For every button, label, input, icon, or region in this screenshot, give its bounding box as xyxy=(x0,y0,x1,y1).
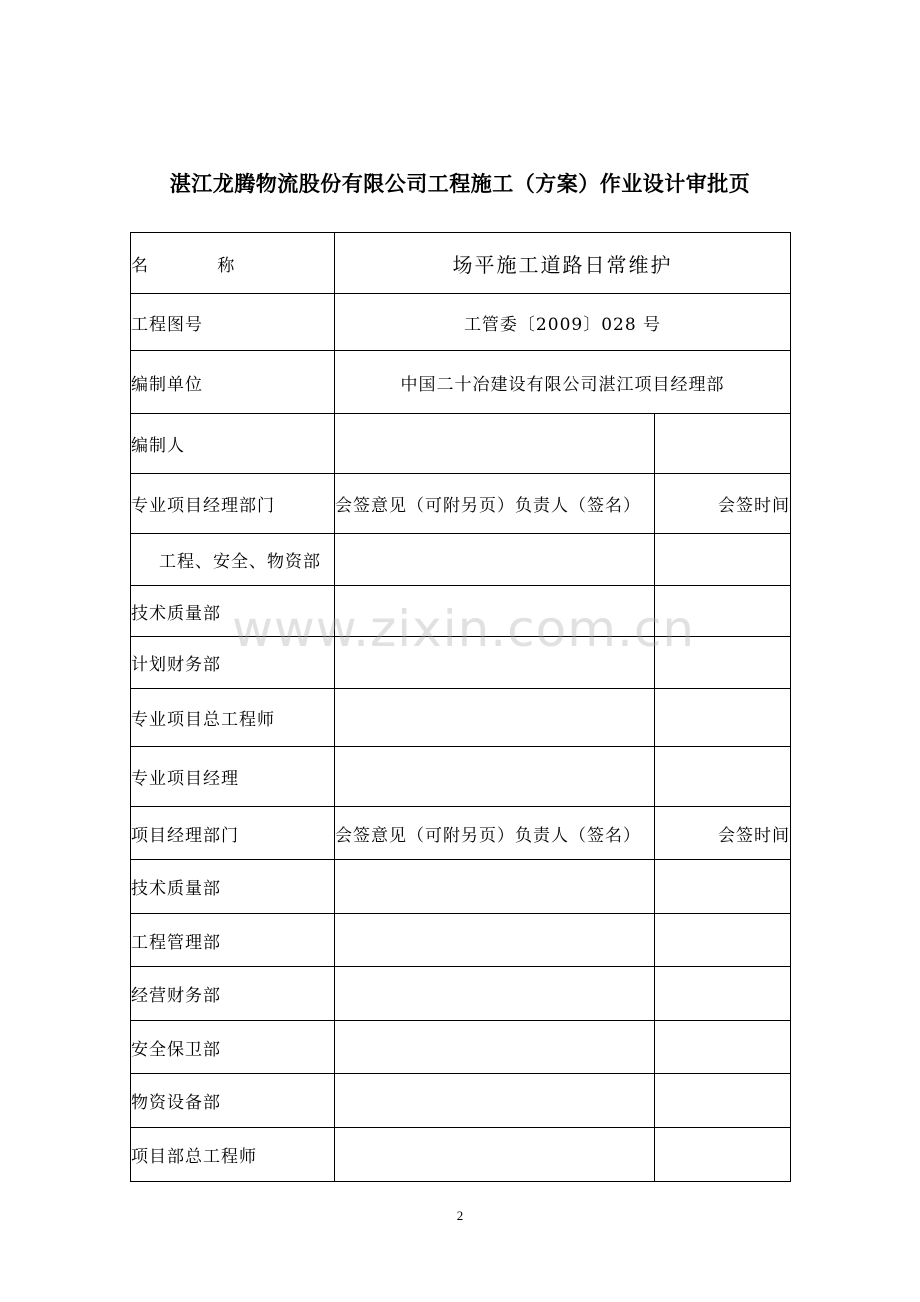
dept-label: 经营财务部 xyxy=(131,967,335,1021)
dept-label: 安全保卫部 xyxy=(131,1021,335,1074)
table-row xyxy=(131,1128,791,1182)
time-cell[interactable] xyxy=(655,747,791,807)
time-cell[interactable] xyxy=(655,967,791,1021)
opinion-cell[interactable] xyxy=(335,534,655,586)
opinion-cell[interactable] xyxy=(335,637,655,689)
section2-header-row xyxy=(131,807,791,860)
dept-label: 计划财务部 xyxy=(131,637,335,689)
drawing-no-label: 工程图号 xyxy=(131,294,335,351)
page-number: 2 xyxy=(456,1208,464,1223)
unit-row xyxy=(131,351,791,414)
section2-dept-header: 项目经理部门 xyxy=(131,807,335,860)
section2-time-header: 会签时间 xyxy=(655,807,791,860)
section2-opinion-header: 会签意见（可附另页）负责人（签名） xyxy=(335,807,655,860)
watermark-text: www.zixin.com.cn xyxy=(232,600,696,658)
table-row xyxy=(131,586,791,637)
author-row xyxy=(131,414,791,474)
section1-header-row xyxy=(131,474,791,534)
opinion-cell[interactable] xyxy=(335,914,655,967)
dept-label: 物资设备部 xyxy=(131,1074,335,1128)
section1-dept-header: 专业项目经理部门 xyxy=(131,474,335,534)
document-title: 湛江龙腾物流股份有限公司工程施工（方案）作业设计审批页 xyxy=(169,172,751,196)
table-row xyxy=(131,1074,791,1128)
author-label: 编制人 xyxy=(131,414,335,474)
opinion-cell[interactable] xyxy=(335,860,655,914)
dept-label: 工程、安全、物资部 xyxy=(131,534,335,586)
drawing-no-value: 工管委〔2009〕028 号 xyxy=(335,294,791,351)
table-row xyxy=(131,689,791,747)
table-row xyxy=(131,637,791,689)
opinion-cell[interactable] xyxy=(335,586,655,637)
opinion-cell[interactable] xyxy=(335,967,655,1021)
time-cell[interactable] xyxy=(655,1128,791,1182)
time-cell[interactable] xyxy=(655,914,791,967)
dept-label: 技术质量部 xyxy=(131,586,335,637)
table-row xyxy=(131,747,791,807)
table-row xyxy=(131,967,791,1021)
section1-opinion-header: 会签意见（可附另页）负责人（签名） xyxy=(335,474,655,534)
time-cell[interactable] xyxy=(655,534,791,586)
table-row xyxy=(131,1021,791,1074)
table-row xyxy=(131,534,791,586)
approval-form-table xyxy=(130,232,791,1182)
name-value: 场平施工道路日常维护 xyxy=(335,233,791,294)
table-row xyxy=(131,860,791,914)
unit-value: 中国二十冶建设有限公司湛江项目经理部 xyxy=(335,351,791,414)
name-label: 名 称 xyxy=(131,233,335,294)
time-cell[interactable] xyxy=(655,1021,791,1074)
opinion-cell[interactable] xyxy=(335,1074,655,1128)
dept-label: 专业项目总工程师 xyxy=(131,689,335,747)
table-row xyxy=(131,914,791,967)
author-value-cell[interactable] xyxy=(335,414,655,474)
opinion-cell[interactable] xyxy=(335,747,655,807)
dept-label: 技术质量部 xyxy=(131,860,335,914)
time-cell[interactable] xyxy=(655,586,791,637)
time-cell[interactable] xyxy=(655,689,791,747)
name-row xyxy=(131,233,791,294)
time-cell[interactable] xyxy=(655,860,791,914)
unit-label: 编制单位 xyxy=(131,351,335,414)
opinion-cell[interactable] xyxy=(335,689,655,747)
dept-label: 项目部总工程师 xyxy=(131,1128,335,1182)
dept-label: 工程管理部 xyxy=(131,914,335,967)
section1-time-header: 会签时间 xyxy=(655,474,791,534)
author-extra-cell[interactable] xyxy=(655,414,791,474)
opinion-cell[interactable] xyxy=(335,1021,655,1074)
drawing-no-row xyxy=(131,294,791,351)
time-cell[interactable] xyxy=(655,637,791,689)
dept-label: 专业项目经理 xyxy=(131,747,335,807)
time-cell[interactable] xyxy=(655,1074,791,1128)
opinion-cell[interactable] xyxy=(335,1128,655,1182)
